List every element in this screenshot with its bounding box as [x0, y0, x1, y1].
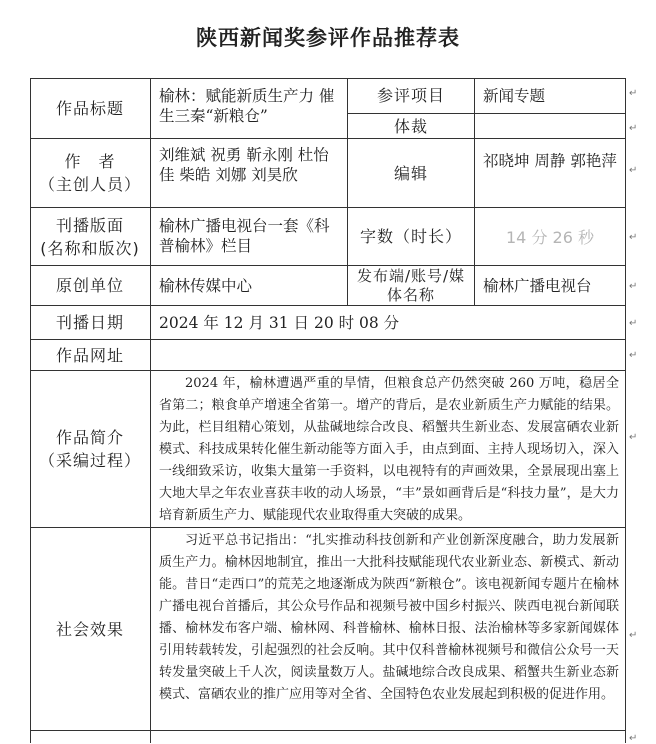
paragraph-mark-icon: ↵: [629, 318, 638, 329]
paragraph-mark-icon: ↵: [629, 88, 638, 99]
author-label: 作 者: [64, 152, 116, 171]
words-value: 14 分 26 秒: [506, 228, 594, 247]
category-label: 参评项目: [376, 86, 445, 105]
effect-label: 社会效果: [55, 619, 124, 639]
url-label: 作品网址: [55, 345, 124, 365]
paragraph-mark-icon: ↵: [629, 123, 638, 134]
author-label-cell: [30, 139, 151, 208]
author-label-sub: （主创人员）: [38, 175, 141, 194]
publish-value: 榆林广播电视台一套《科普榆林》栏目: [159, 217, 330, 255]
date-label: 刊播日期: [55, 313, 124, 332]
words-label: 字数（时长）: [359, 227, 462, 246]
intro-text-cell: [151, 371, 626, 528]
editor-value-cell: [475, 139, 626, 208]
document-title: 陕西新闻奖参评作品推荐表: [196, 25, 460, 50]
paragraph-mark-icon: ↵: [629, 733, 638, 744]
url-value-cell: [151, 340, 626, 371]
effect-text: 习近平总书记指出：“扎实推动科技创新和产业创新深度融合，助力发展新质生产力。榆林因地制宜，推出一大批科技赋能现代农业新业态、新模式、新动能。昔日“走西口”的荒芜之地逐渐成为陕西“新粮仓”。该电视新闻专题片在榆林广播电视台首播后，其公众号作品和视频号被中国乡村振兴、陕西电视台新闻联播、榆林发布客户端、榆林网、科普榆林、榆林日报、法治榆林等多家新闻媒体引用转载转发，引起强烈的社会反响。其中仅科普榆林视频号和微信公众号一天转发量突破上千人次，阅读量数万人。盐碱地综合改良成果、稻蟹共生新业态新模式、富硒农业的推广应用等对全省、全国特色农业发展起到积极的促进作用。: [159, 533, 619, 702]
date-value: 2024 年 12 月 31 日 20 时 08 分: [159, 314, 400, 332]
words-label-cell: [348, 208, 475, 266]
extra-label-cell: [30, 731, 151, 743]
unit-value-cell: [151, 266, 348, 306]
url-label-cell: [30, 340, 151, 371]
publish-value-cell: [151, 208, 348, 266]
extra-value-cell: [151, 731, 626, 743]
genre-label-cell: [348, 114, 475, 139]
unit-label-cell: [30, 266, 151, 306]
date-value-cell: [151, 306, 626, 340]
publish-label-cell: [30, 208, 151, 266]
intro-label: 作品简介: [55, 428, 124, 447]
paragraph-mark-icon: ↵: [629, 432, 638, 443]
genre-label: 体裁: [393, 116, 428, 136]
editor-label-cell: [348, 139, 475, 208]
unit-label: 原创单位: [55, 276, 124, 295]
category-value: 新闻专题: [483, 87, 546, 105]
media-value: 榆林广播电视台: [483, 277, 592, 295]
unit-value: 榆林传媒中心: [159, 277, 253, 295]
media-label-cell: [348, 266, 475, 306]
paragraph-mark-icon: ↵: [629, 232, 638, 243]
title-label: 作品标题: [55, 98, 124, 118]
category-value-cell: [475, 78, 626, 114]
publish-label-sub: (名称和版次): [40, 238, 140, 258]
intro-text: 2024 年，榆林遭遇严重的旱情，但粮食总产仍然突破 260 万吨，稳居全省第二；粮食单产增速全省第一。增产的背后，是农业新质生产力赋能的结果。为此，栏目组精心策划，从盐碱地综合改良、稻蟹共生新业态、发展富硒农业新模式、科技成果转化催生新动能等方面入手，由点到面、主持人现场切入，深入一线细致采访，收集大量第一手资料，以电视特有的声画效果，全景展现出塞上大地大旱之年农业喜获丰收的动人场景，“丰”景如画背后是“科技力量”，是大力培育新质生产力、赋能现代农业取得重大突破的成果。: [159, 376, 619, 523]
intro-label-cell: [30, 371, 151, 528]
date-label-cell: [30, 306, 151, 340]
author-value: 刘维斌 祝勇 靳永刚 杜怡佳 柴皓 刘娜 刘昊欣: [159, 146, 329, 184]
paragraph-mark-icon: ↵: [629, 350, 638, 361]
paragraph-mark-icon: ↵: [629, 630, 638, 641]
title-label-cell: [30, 78, 151, 139]
media-value-cell: [475, 266, 626, 306]
paragraph-mark-icon: ↵: [629, 281, 638, 292]
publish-label: 刊播版面: [55, 215, 124, 235]
paragraph-mark-icon: ↵: [629, 165, 638, 176]
genre-value-cell: [475, 114, 626, 139]
author-value-cell: [151, 139, 348, 208]
title-value: 榆林：赋能新质生产力 催生三秦“新粮仓”: [159, 87, 335, 125]
category-label-cell: [348, 78, 475, 114]
editor-value: 祁晓坤 周静 郭艳萍: [483, 152, 617, 170]
words-value-cell: [475, 208, 626, 266]
title-value-cell: [151, 78, 348, 139]
editor-label: 编辑: [393, 163, 428, 183]
effect-label-cell: [30, 528, 151, 731]
recommendation-table: [30, 78, 626, 743]
media-label: 发布端/账号/媒体名称: [356, 266, 466, 304]
intro-label-sub: （采编过程）: [38, 451, 141, 470]
effect-text-cell: [151, 528, 626, 731]
